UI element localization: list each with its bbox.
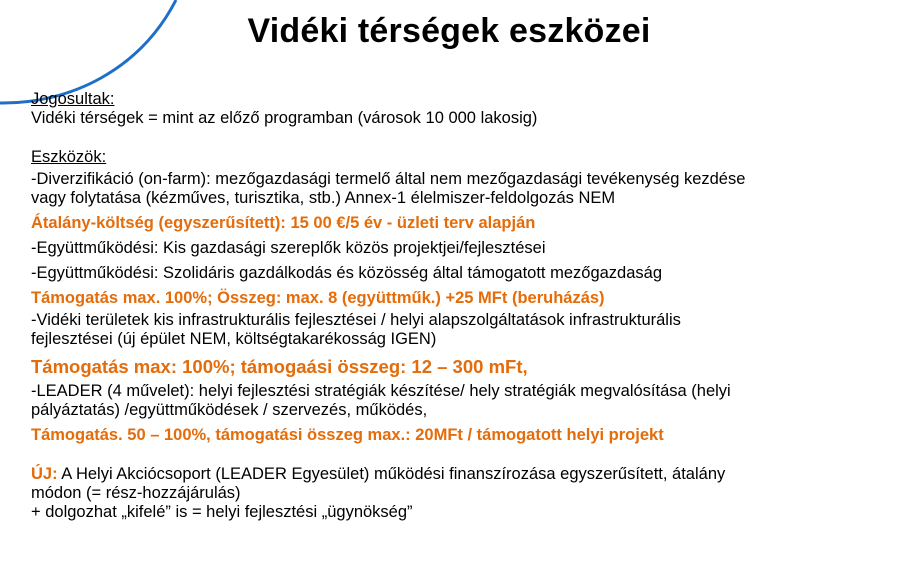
- leader-line2: pályáztatás) /együttműködések / szervezés, működés,: [31, 401, 428, 419]
- diverzifikacio-line2: vagy folytatása (kézműves, turisztika, stb.) Annex-1 élelmiszer-feldolgozás NEM: [31, 189, 616, 207]
- tamogatas-3: Támogatás. 50 – 100%, támogatási összeg max.: 20MFt / támogatott helyi projekt: [31, 426, 664, 444]
- uj-line2: módon (= rész-hozzájárulás): [31, 484, 241, 502]
- jogosultak-heading: Jogosultak:: [31, 90, 115, 108]
- uj-line3: + dolgozhat „kifelé” is = helyi fejlesztési „ügynökség”: [31, 503, 413, 521]
- uj-line1: [31, 465, 883, 484]
- diverzifikacio-line1: -Diverzifikáció (on-farm): mezőgazdasági termelő által nem mezőgazdasági tevékenység kezdése: [31, 170, 746, 188]
- egyuttmukodes-2: -Együttműködési: Szolidáris gazdálkodás és közösség által támogatott mezőgazdaság: [31, 264, 663, 282]
- infrastruktura-line2: fejlesztései (új épület NEM, költségtakarékosság IGEN): [31, 330, 437, 348]
- egyuttmukodes-1: -Együttműködési: Kis gazdasági szereplők közös projektjei/fejlesztései: [31, 239, 546, 257]
- atalany-koltseg: Átalány-költség (egyszerűsített): 15 00 €/5 év - üzleti terv alapján: [31, 214, 536, 232]
- eszkozok-heading: Eszközök:: [31, 148, 107, 166]
- tamogatas-2: Támogatás max: 100%; támogaási összeg: 12 – 300 mFt,: [31, 356, 528, 377]
- slide-content: [31, 90, 883, 522]
- uj-text1: A Helyi Akciócsoport (LEADER Egyesület) működési finanszírozása egyszerűsített, átalány: [57, 465, 726, 483]
- page-title: Vidéki térségek eszközei: [247, 12, 651, 50]
- jogosultak-section: [31, 90, 883, 128]
- jogosultak-text: Vidéki térségek = mint az előző programban (városok 10 000 lakosig): [31, 109, 538, 127]
- tamogatas-1: Támogatás max. 100%; Összeg: max. 8 (együttműk.) +25 MFt (beruházás): [31, 289, 605, 307]
- leader-line1: -LEADER (4 művelet): helyi fejlesztési stratégiák készítése/ hely stratégiák megvalósítása (helyi: [31, 382, 731, 400]
- eszkozok-section: [31, 148, 883, 445]
- uj-label: ÚJ:: [31, 465, 58, 483]
- infrastruktura-line1: -Vidéki területek kis infrastrukturális fejlesztései / helyi alapszolgáltatások infrastrukturális: [31, 311, 681, 329]
- uj-section: [31, 465, 883, 522]
